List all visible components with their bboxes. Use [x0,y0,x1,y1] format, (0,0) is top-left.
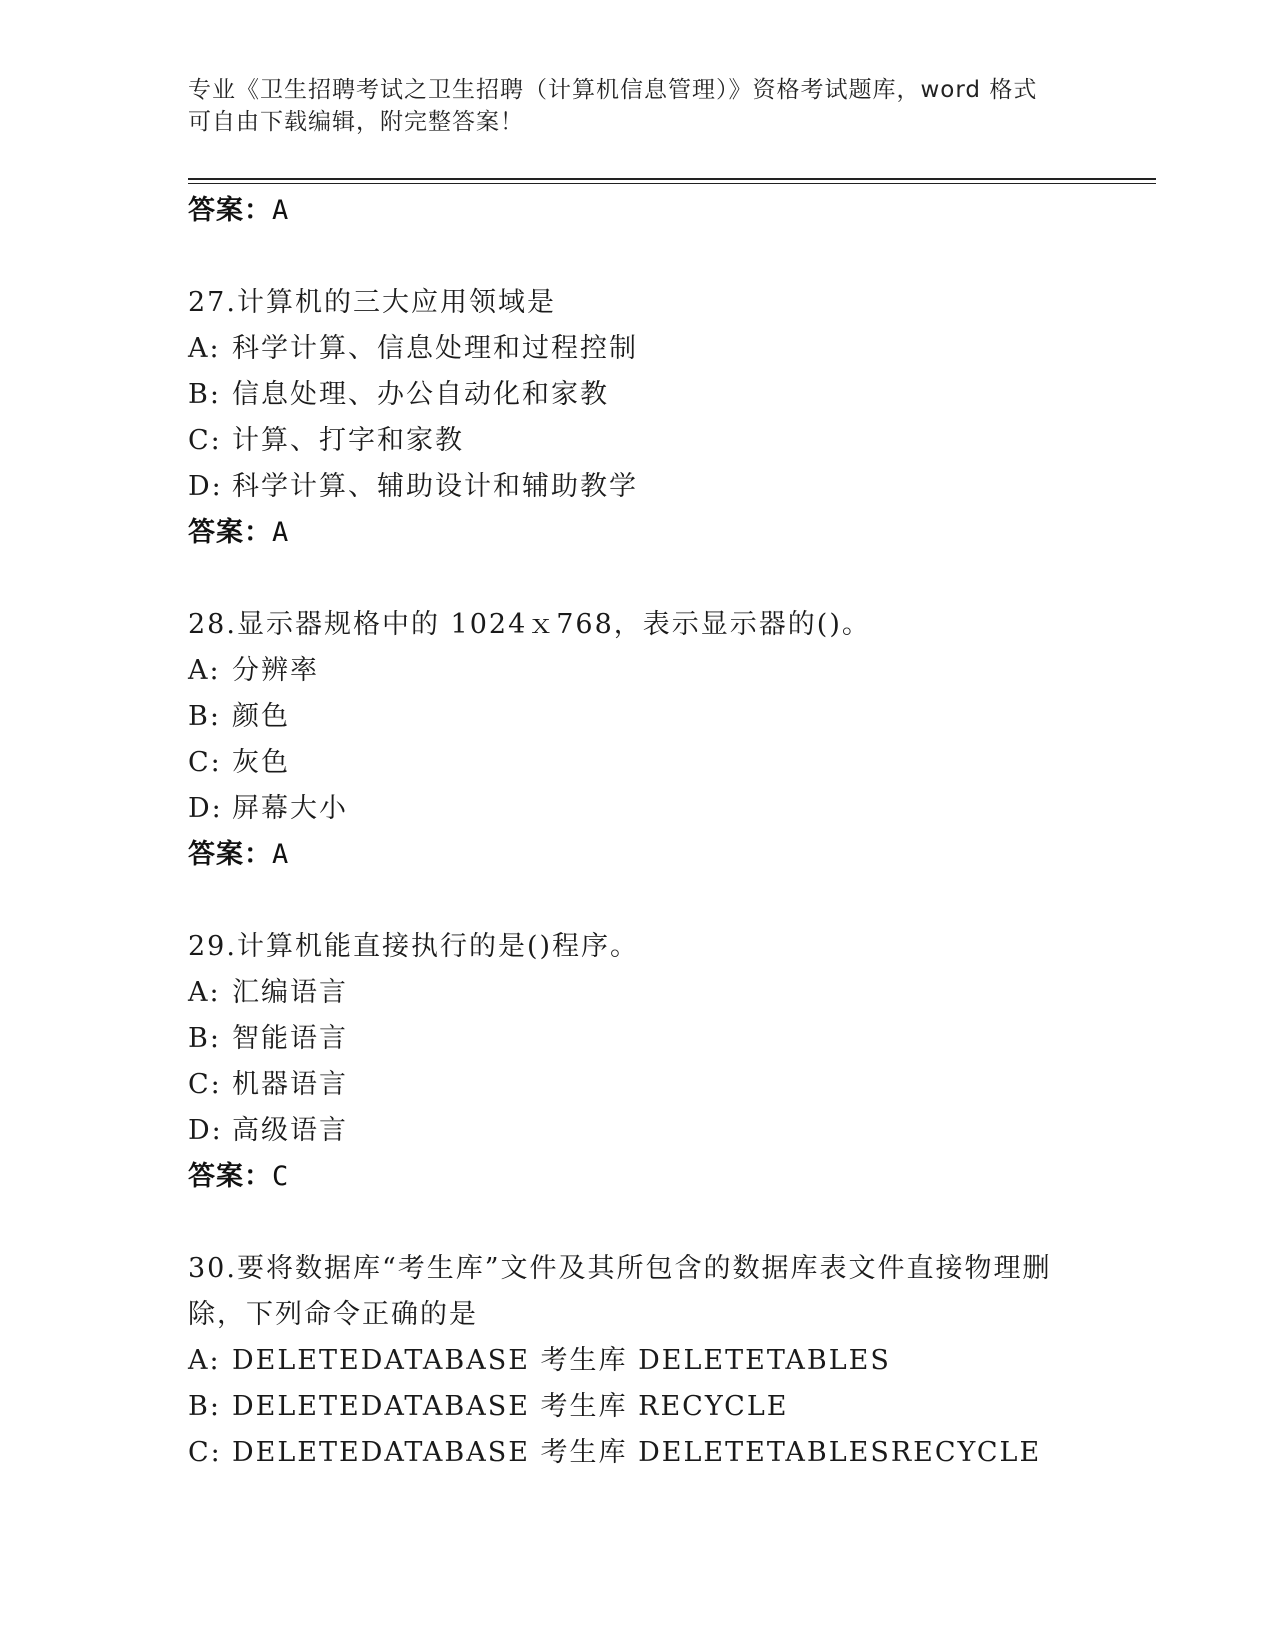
option-b [188,372,1148,418]
option-text: 灰色 [232,747,290,778]
option-a [188,970,1148,1016]
option-text: 科学计算、信息处理和过程控制 [232,333,638,364]
option-text: 信息处理、办公自动化和家教 [232,379,609,410]
question-27 [188,280,1148,556]
question-text [188,924,1148,970]
answer-label: 答案： [188,195,272,226]
option-c [188,418,1148,464]
option-d [188,786,1148,832]
question-text [188,602,1148,648]
option-a [188,326,1148,372]
question-text [188,280,1148,326]
option-key: A: [188,977,221,1008]
question-29 [188,924,1148,1200]
question-list [188,188,1148,1476]
question-text-line: 要将数据库“考生库”文件及其所包含的数据库表文件直接物理删 [236,1253,1052,1284]
answer-label: 答案： [188,839,272,870]
option-key: B: [188,701,221,732]
option-key: B: [188,1391,221,1422]
option-text: DELETEDATABASE 考生库 DELETETABLESRECYCLE [232,1437,1042,1468]
option-key: C: [188,1069,222,1100]
option-text: DELETEDATABASE 考生库 RECYCLE [232,1391,789,1422]
answer-label: 答案： [188,1161,272,1192]
question-28 [188,602,1148,878]
option-c [188,1430,1148,1476]
question-number: 27. [188,287,237,318]
option-c [188,1062,1148,1108]
option-text: 分辨率 [232,655,319,686]
answer-value: A [272,839,290,870]
question-text [188,1246,1148,1292]
answer-line [188,188,1148,234]
option-d [188,464,1148,510]
question-text-line: 显示器规格中的 1024ｘ768，表示显示器的()。 [236,609,871,640]
answer-value: A [272,517,290,548]
option-key: A: [188,655,221,686]
header-line-2: 可自由下载编辑，附完整答案！ [188,109,524,135]
answer-value: A [272,195,290,226]
question-30 [188,1246,1148,1476]
option-d [188,1108,1148,1154]
option-b [188,1016,1148,1062]
option-text: 颜色 [232,701,290,732]
option-b [188,694,1148,740]
document-header [188,74,1078,138]
question-number: 29. [188,931,237,962]
header-divider-thick [188,178,1156,180]
option-text: 屏幕大小 [232,793,348,824]
option-text: 科学计算、辅助设计和辅助教学 [232,471,638,502]
option-key: D: [188,471,223,502]
option-key: D: [188,793,223,824]
option-text: 计算、打字和家教 [232,425,464,456]
option-key: C: [188,425,222,456]
option-b [188,1384,1148,1430]
option-key: A: [188,333,221,364]
option-key: B: [188,379,221,410]
answer-label: 答案： [188,517,272,548]
option-key: C: [188,1437,222,1468]
option-key: B: [188,1023,221,1054]
option-text: 高级语言 [232,1115,348,1146]
option-key: C: [188,747,222,778]
option-key: D: [188,1115,223,1146]
answer-value: C [272,1161,290,1192]
answer-line [188,832,1148,878]
header-line-1: 专业《卫生招聘考试之卫生招聘（计算机信息管理）》资格考试题库，word 格式 [188,77,1038,103]
question-text-continued [188,1292,1148,1338]
answer-line [188,1154,1148,1200]
answer-line [188,510,1148,556]
question-text-line: 计算机的三大应用领域是 [236,287,556,318]
option-a [188,1338,1148,1384]
option-text: DELETEDATABASE 考生库 DELETETABLES [232,1345,891,1376]
header-divider-thin [188,183,1156,184]
question-text-line: 除，下列命令正确的是 [188,1299,478,1330]
question-number: 28. [188,609,237,640]
option-text: 汇编语言 [232,977,348,1008]
question-number: 30. [188,1253,237,1284]
option-a [188,648,1148,694]
option-text: 机器语言 [232,1069,348,1100]
option-c [188,740,1148,786]
question-text-line: 计算机能直接执行的是()程序。 [236,931,640,962]
option-key: A: [188,1345,221,1376]
option-text: 智能语言 [232,1023,348,1054]
